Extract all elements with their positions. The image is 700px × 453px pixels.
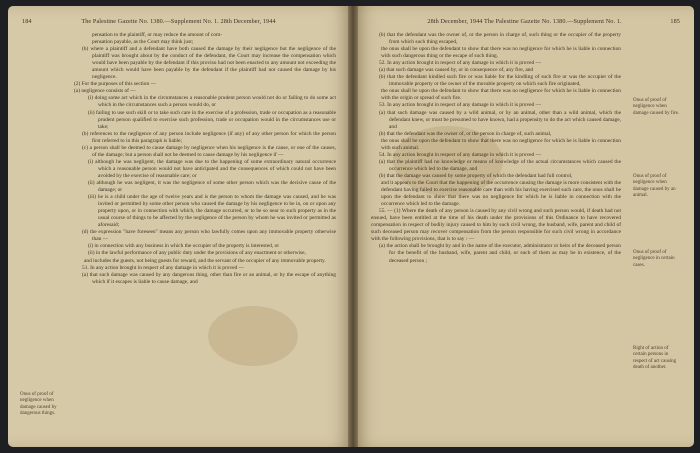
text-paragraph: the onus shall be upon the defendant to show that there was no negligence for which he is liable in connection with such dangerous thing or the escape of such thing. xyxy=(381,46,621,60)
open-book xyxy=(8,6,694,447)
text-paragraph: (a) that such damage was caused by, or in consequence of, any fire, and xyxy=(379,67,534,74)
text-paragraph: (iii) he is a child under the age of twelve years and is the person to whom the damage was caused, and he was invited or permitted by some other person who caused the damage by his negligence to be in, on or upon any property upon, or in connection with which, the damage occurred, or to be so near to such property as in the usual course of things to be affected by the negligence of the person by whom he was invited or permitted as aforesaid; xyxy=(88,194,336,229)
text-paragraph: pensation payable, as the Court may think just; xyxy=(92,39,194,46)
text-paragraph: 51. In any action brought in respect of any damage in which it is proved — xyxy=(82,264,244,271)
text-paragraph: pensation to the plaintiff, or may reduce the amount of com- xyxy=(92,32,222,38)
margin-note-animal: Onus of proof of negligence when damage caused by an animal. xyxy=(633,174,676,198)
text-paragraph: (a) the action shall be brought by and in the name of the executor, administrator or heirs of the deceased person for the benefit of the husband, wife, parent and child, or such of them as may be in existence, of the deceased person ; xyxy=(379,243,621,264)
text-paragraph: (b) that the defendant was the owner of, or the person in charge of, such thing or the occupier of the property from which such thing escaped, xyxy=(379,32,621,46)
text-paragraph: (c) a person shall be deemed to cause damage by negligence when his negligence is the cause, or one of the causes, of the damage; but a person shall not be deemed to cause damage by his negligence if — xyxy=(82,144,336,158)
text-paragraph: (i) in connection with any business in which the occupier of the property is interested, or xyxy=(88,243,280,250)
text-paragraph: (2) For the purposes of this section — xyxy=(74,81,156,88)
text-paragraph: (ii) in the lawful performance of any public duty under the provisions of any enactment or otherwise, xyxy=(88,250,306,257)
right-running-header: 28th December, 1944 The Palestine Gazette No. 1380.—Supplement No. 1. xyxy=(427,18,622,25)
left-page xyxy=(8,6,353,447)
text-paragraph: (b) where a plaintiff and a defendant have both caused the damage by their negligence but the negligence of the plaintiff was brought about by the conduct of the defendant, the Court may increase the compensation which would have been payable by the defendant if this proviso had not been enacted to any amount not exceeding the amount which would have been payable by the defendant if the plaintiff had not caused the damage by his negligence. xyxy=(82,46,336,81)
left-page-number: 184 xyxy=(22,18,32,25)
left-running-header: The Palestine Gazette No. 1380.—Supplement No. 1. 28th December, 1944 xyxy=(81,18,276,25)
text-paragraph: and includes the guests, not being guests for reward, and the servant of the occupier of any immovable property. xyxy=(84,257,326,264)
margin-note-dangerous-things: Onus of proof of negligence when damage caused by dangerous things. xyxy=(20,392,57,416)
text-paragraph: the onus shall be upon the defendant to show that there was no negligence for which he is liable in connection with such animal. xyxy=(381,137,621,151)
text-paragraph: (a) that such damage was caused by any dangerous thing, other than fire or an animal, or by the escape of anything which if it escapes is liable to cause damage, and xyxy=(82,271,336,285)
text-paragraph: (i) although he was negligent, the damage was due to the happening of some extraordinary natural occurrence which a reasonable person would not have anticipated and the consequences of which could not have been avoided by the exercise of reasonable care; or xyxy=(88,158,336,179)
text-paragraph: (ii) although he was negligent, it was the negligence of some other person which was the decisive cause of the damage; or xyxy=(88,179,336,194)
text-paragraph: and it appears to the Court that the happening of the occurrence causing the damage is more consistent with the defendant having failed to exercise reasonable care than with his having exercised such care, the onus shall be upon the defendant to show that there was no negligence for which he is liable in connection with the occurrence which led to the damage. xyxy=(381,179,621,208)
text-paragraph: 54. In any action brought in respect of any damage in which it is proved — xyxy=(379,151,541,158)
text-paragraph: (i) doing some act which in the circumstances a reasonable prudent person would not do or failing to do some act which in the circumstances such a person would do, or xyxy=(88,95,336,109)
text-paragraph: (d) the expression "have foreseen" means any person who lawfully comes upon any immovable property otherwise than — xyxy=(82,229,336,243)
right-page-number: 185 xyxy=(670,18,680,25)
margin-note-certain-cases: Onus of proof of negligence in certain cases. xyxy=(633,250,675,268)
text-paragraph: 52. In any action brought in respect of any damage in which it is proved — xyxy=(379,60,541,67)
text-paragraph: 55. — (1) Where the death of any person is caused by any civil wrong and such person would, if death had not ensued, have been entitled at the time of his death under the provisions of this Ordinance to have recovered compensation in respect of bodily injury caused to him by such civil wrong, the husband, wife, parent and child of such deceased person may recover compensation from the person responsible for such civil wrong in accordance with the following provisions, that is to say : — xyxy=(371,208,621,243)
text-paragraph: (a) negligence consists of — xyxy=(74,88,136,95)
right-page xyxy=(353,6,694,447)
book-gutter xyxy=(348,6,358,447)
right-text-column xyxy=(371,32,621,265)
paper-stain xyxy=(208,306,298,366)
text-paragraph: (a) that such damage was caused by a wild animal, or by an animal, other than a wild animal, which the defendant knew, or must be presumed to have known, had a propensity to do the act which caused damage, and xyxy=(379,109,621,130)
text-paragraph: the onus shall be upon the defendant to show that there was no negligence for which he is liable in connection with the origin or spread of such fire. xyxy=(381,88,621,102)
margin-note-fire: Onus of proof of negligence when damage caused by fire. xyxy=(633,98,680,116)
text-paragraph: (b) that the damage was caused by some property of which the defendant had full control, xyxy=(379,172,573,179)
text-paragraph: 53. In any action brought in respect of any damage in which it is proved — xyxy=(379,102,541,109)
text-paragraph: (b) references to the negligence of any person include negligence (if any) of any other person for which the person first referred to in this paragraph is liable; xyxy=(82,130,336,144)
text-paragraph: (b) that the defendant kindled such fire or was liable for the kindling of such fire or was the occupier of the immovable property or the owner of the movable property on which such fire originated, xyxy=(379,74,621,88)
left-text-column xyxy=(74,32,336,286)
text-paragraph: (ii) failing to use such skill or to take such care in the exercise of a profession, trade or occupation as a reasonable prudent person qualified to exercise such profession, trade or occupation would in the circumstances use or take; xyxy=(88,109,336,130)
margin-note-death-action: Right of action of certain persons in respect of act causing death of another. xyxy=(633,346,677,370)
text-paragraph: (a) that the plaintiff had no knowledge or means of knowledge of the actual circumstances which caused the occurrence which led to the damage, and xyxy=(379,158,621,172)
text-paragraph: (b) that the defendant was the owner of, or the person in charge of, such animal, xyxy=(379,130,552,137)
